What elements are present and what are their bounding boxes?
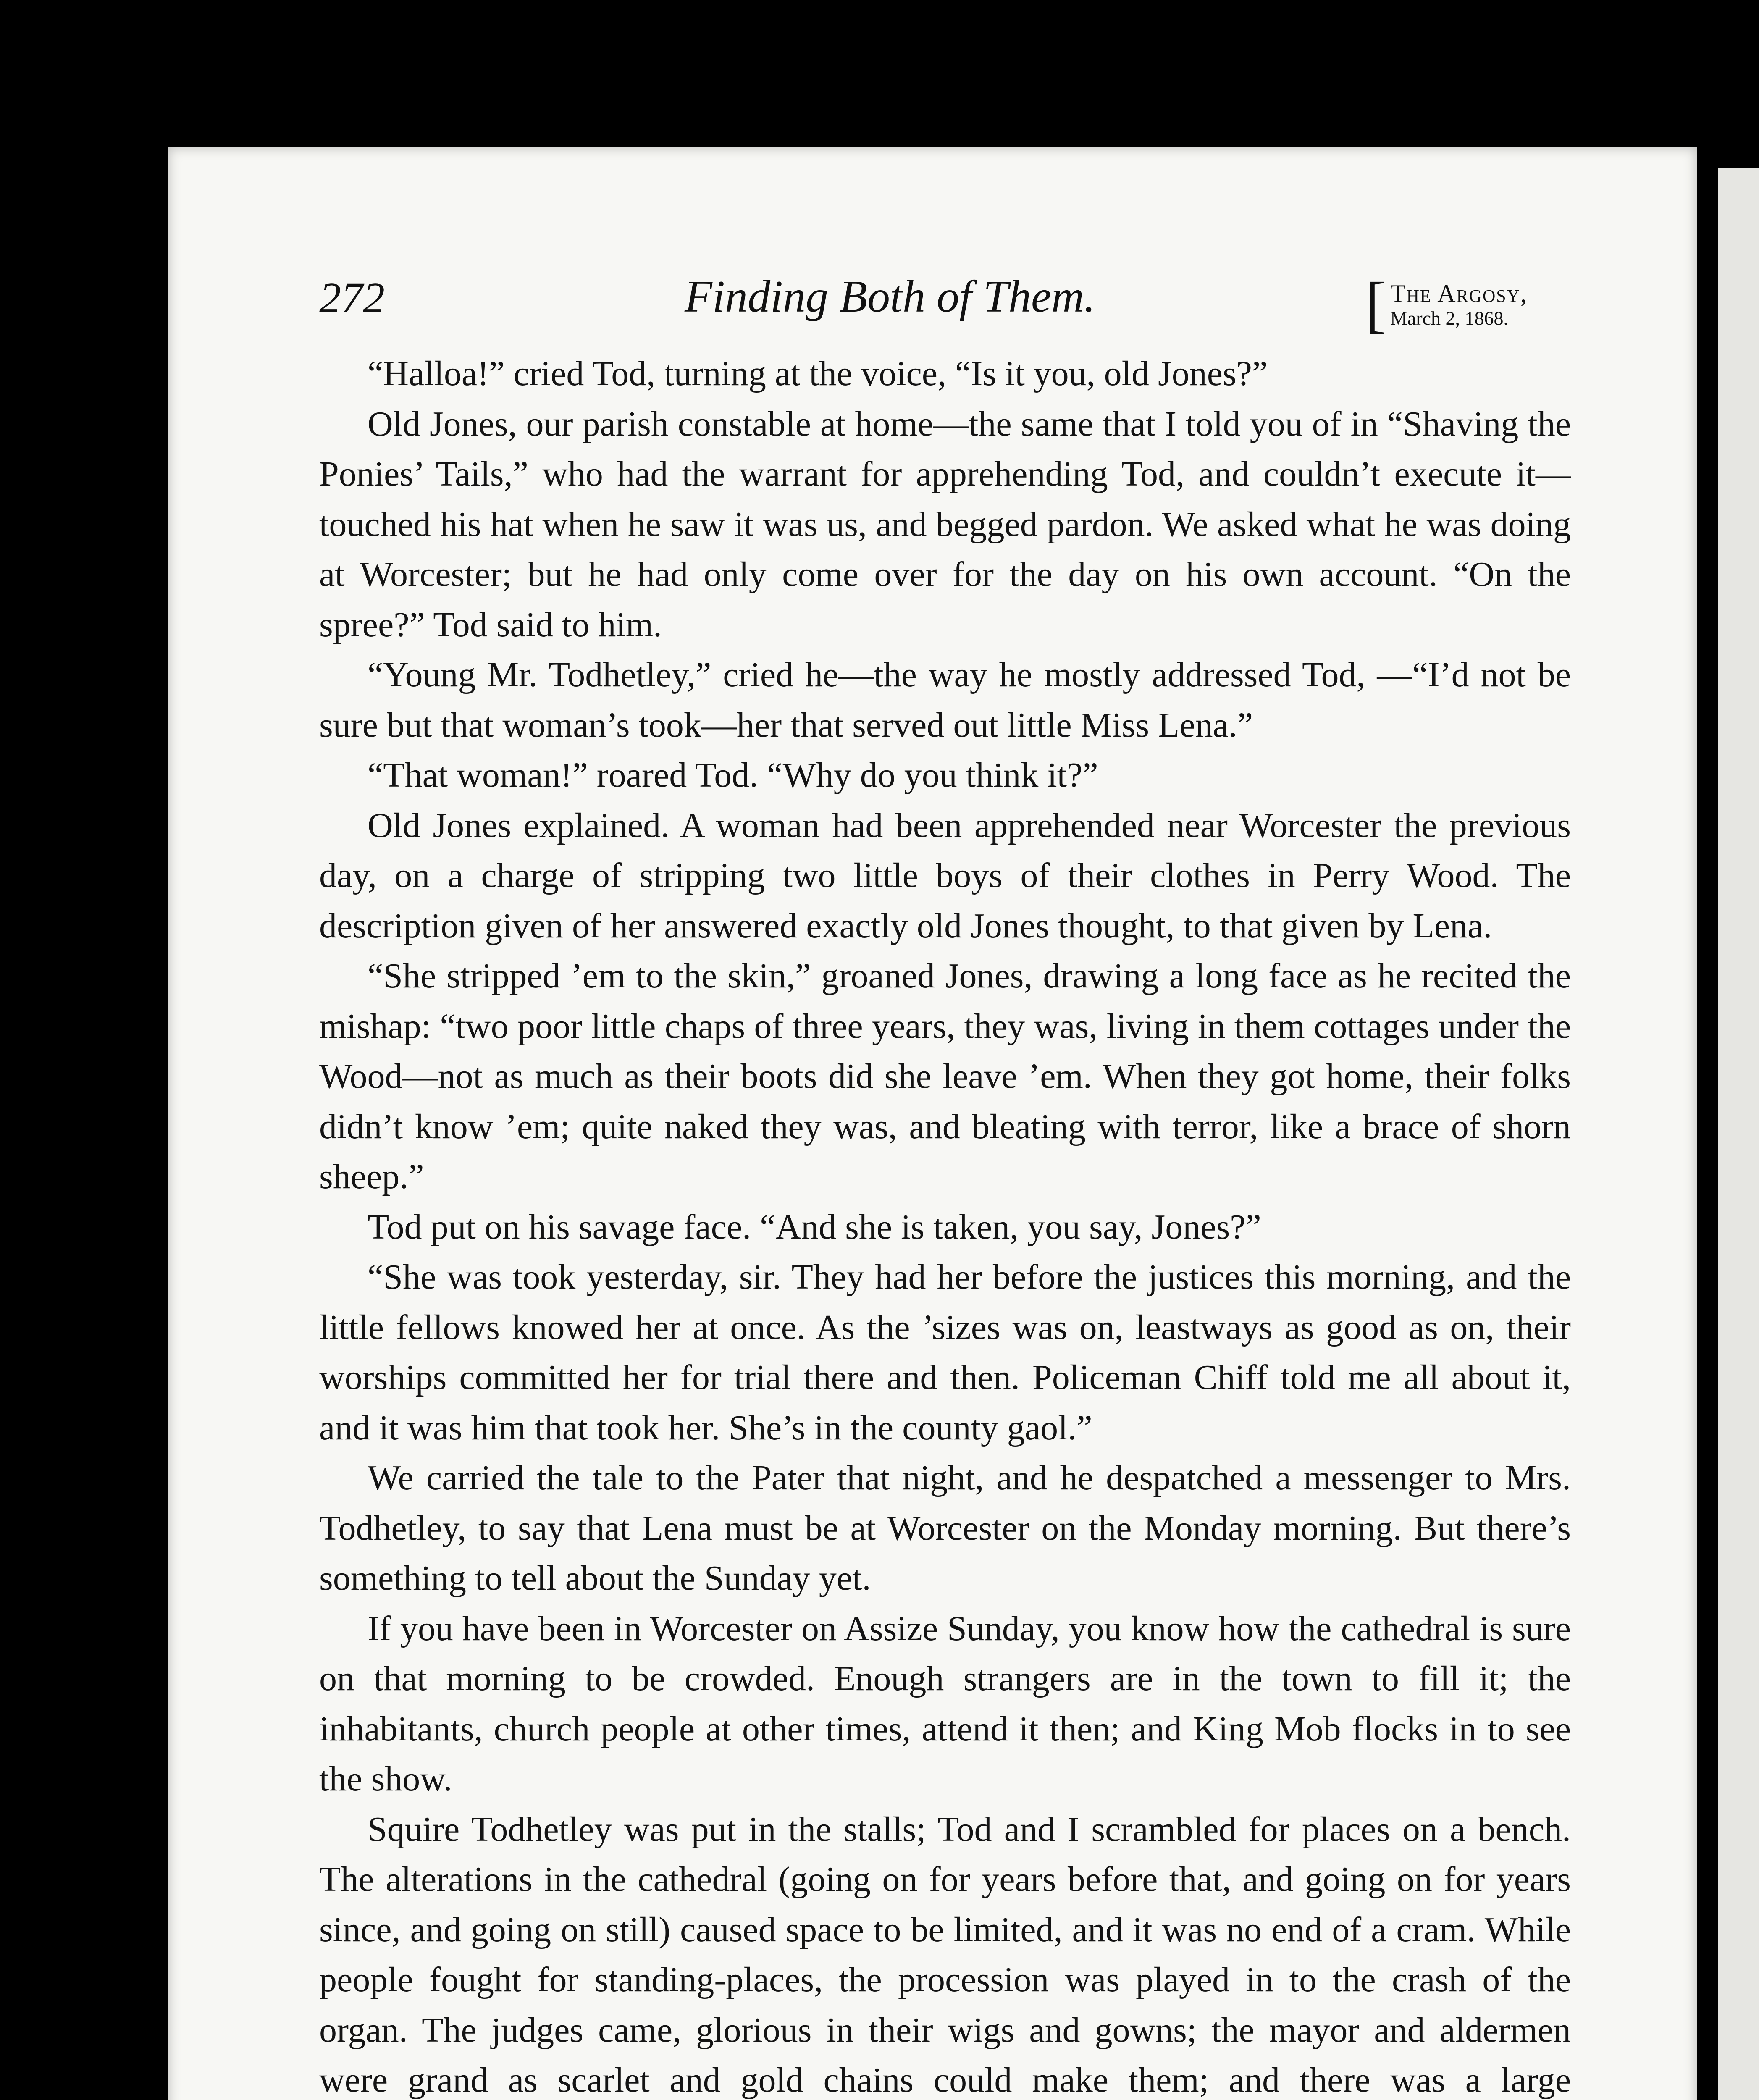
- paragraph: Old Jones, our parish constable at home—the same that I told you of in “Shaving the Ponies’ Tails,” who had the warrant for apprehending Tod, and couldn’t execute it—touched his hat when he saw it was us, and begged pardon. We asked what he was doing at Worcester; but he had only come over for the day on his own account. “On the spree?” Tod said to him.: [319, 404, 1571, 644]
- paragraph: We carried the tale to the Pater that night, and he despatched a messenger to Mrs. Todhetley, to say that Lena must be at Worcester on the Monday morning. But there’s something to tell about the Sunday yet.: [319, 1458, 1571, 1598]
- journal-name: The Argosy,: [1390, 280, 1528, 307]
- scanned-page: [168, 147, 1697, 2100]
- paragraph: “She was took yesterday, sir. They had her before the justices this morning, and the little fellows knowed her at once. As the ’sizes was on, leastways as good as on, their worships committed her for trial there and then. Policeman Chiff told me all about it, and it was him that took her. She’s in the county gaol.”: [319, 1257, 1571, 1447]
- paragraph: If you have been in Worcester on Assize Sunday, you know how the cathedral is sure on that morning to be crowded. Enough strangers are in the town to fill it; the inhabitants, church people at other times, attend it then; and King Mob flocks in to see the show.: [319, 1609, 1571, 1798]
- journal-date: March 2, 1868.: [1390, 307, 1509, 329]
- paragraph: “Young Mr. Todhetley,” cried he—the way he mostly addressed Tod, —“I’d not be sure but that woman’s took—her that served out little Miss Lena.”: [319, 655, 1571, 745]
- paragraph: Old Jones explained. A woman had been apprehended near Worcester the previous day, on a charge of stripping two little boys of their clothes in Perry Wood. The description given of her answered exactly old Jones thought, to that given by Lena.: [319, 806, 1571, 945]
- paragraph: “Halloa!” cried Tod, turning at the voice, “Is it you, old Jones?”: [368, 354, 1268, 393]
- body-text: [319, 349, 1571, 2100]
- page-number: 272: [319, 274, 385, 322]
- paragraph: “That woman!” roared Tod. “Why do you think it?”: [368, 756, 1098, 795]
- bracket-glyph: [: [1365, 270, 1386, 339]
- paragraph: Tod put on his savage face. “And she is taken, you say, Jones?”: [368, 1207, 1261, 1247]
- paragraph: “She stripped ’em to the skin,” groaned Jones, drawing a long face as he recited the mishap: “two poor little chaps of three years, they was, living in them cottages under the Wood—not as much as their boots did she leave ’em. When they got home, their folks didn’t know ’em; quite naked they was, and bleating with terror, like a brace of shorn sheep.”: [319, 956, 1571, 1196]
- paragraph: Squire Todhetley was put in the stalls; Tod and I scrambled for places on a bench. The alterations in the cathedral (going on for years before that, and going on for years since, and going on still) caused space to be limited, and it was no end of a cram. While people fought for standing-places, the procession was played in to the crash of the organ. The judges came, glorious in their wigs and gowns; the mayor and aldermen were grand as scarlet and gold chains could make them; and there was a large: [319, 1809, 1571, 2100]
- running-title: Finding Both of Them.: [685, 272, 1095, 322]
- adjacent-page-edge: [1718, 168, 1759, 2100]
- journal-header-note: [1365, 270, 1528, 339]
